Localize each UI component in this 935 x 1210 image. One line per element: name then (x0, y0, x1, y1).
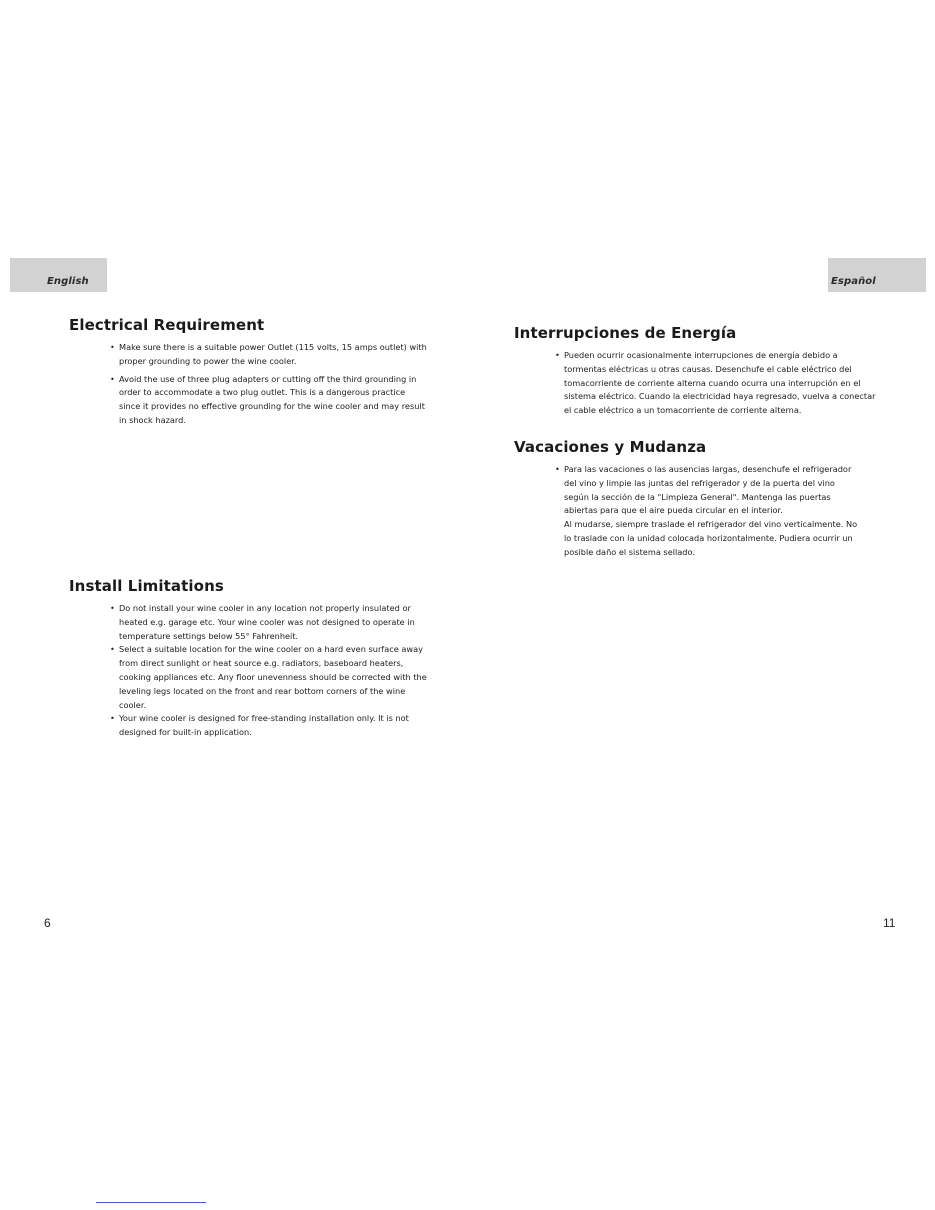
language-tab-label: Español (831, 276, 876, 287)
interrupciones-section (514, 324, 884, 422)
section-title: Electrical Requirement (69, 316, 265, 334)
list-item: • Avoid the use of three plug adapters or cutting off the third grounding in order to accommodate a two plug outlet. This is a dangerous practice since it provides no effective grounding for the wine cooler and may result in shock hazard. (109, 373, 427, 428)
language-tab-espanol (828, 258, 926, 292)
language-tab-label: English (47, 276, 89, 287)
footer-link-underline[interactable] (96, 1202, 206, 1203)
list-item: • Pueden ocurrir ocasionalmente interrupciones de energía debido a tormentas eléctricas u otras causas. Desenchufe el cable eléctrico del tomacorriente de corriente alterna cuando ocurra una interrupción en el sistema eléctrico. Cuando la electricidad haya regresado, vuelva a conectar el cable eléctrico a un tomacorriente de corriente alterna. (554, 349, 879, 418)
list-item: • Para las vacaciones o las ausencias largas, desenchufe el refrigerador del vino y limpie las juntas del refrigerador y de la puerta del vino según la sección de la "Limpieza General". Mantenga las puertas abiertas para que el aire pueda circular en el interior. (554, 463, 859, 518)
page-number-left: 6 (44, 916, 51, 930)
list-item: • Do not install your wine cooler in any location not properly insulated or heated e.g. garage etc. Your wine cooler was not designed to operate in temperature settings below 55° Fahrenheit. (109, 602, 427, 643)
language-tab-english (10, 258, 107, 292)
install-bullet-list (109, 602, 427, 740)
list-item: • Your wine cooler is designed for free-standing installation only. It is not designed for built-in application. (109, 712, 427, 740)
mudanza-paragraph: Al mudarse, siempre traslade el refrigerador del vino verticalmente. No lo traslade con la unidad colocada horizontalmente. Pudiera ocurrir un posible daño el sistema sellado. (564, 519, 858, 557)
list-item: • Make sure there is a suitable power Outlet (115 volts, 15 amps outlet) with proper grounding to power the wine cooler. (109, 341, 427, 369)
electrical-bullet-list (109, 341, 427, 428)
list-item: • Select a suitable location for the wine cooler on a hard even surface away from direct sunlight or heat source e.g. radiators, baseboard heaters, cooking appliances etc. Any floor unevenness should be corrected with the leveling legs located on the front and rear bottom corners of the wine cooler. (109, 643, 427, 712)
install-limitations-section (69, 577, 429, 740)
section-title: Install Limitations (69, 577, 224, 595)
section-title: Interrupciones de Energía (514, 324, 737, 342)
vacaciones-bullet-list (554, 463, 859, 518)
page-number-right: 11 (883, 916, 896, 930)
vacaciones-section (514, 438, 884, 560)
section-title: Vacaciones y Mudanza (514, 438, 707, 456)
electrical-requirement-section (69, 316, 429, 432)
interrupciones-bullet-list (554, 349, 879, 418)
